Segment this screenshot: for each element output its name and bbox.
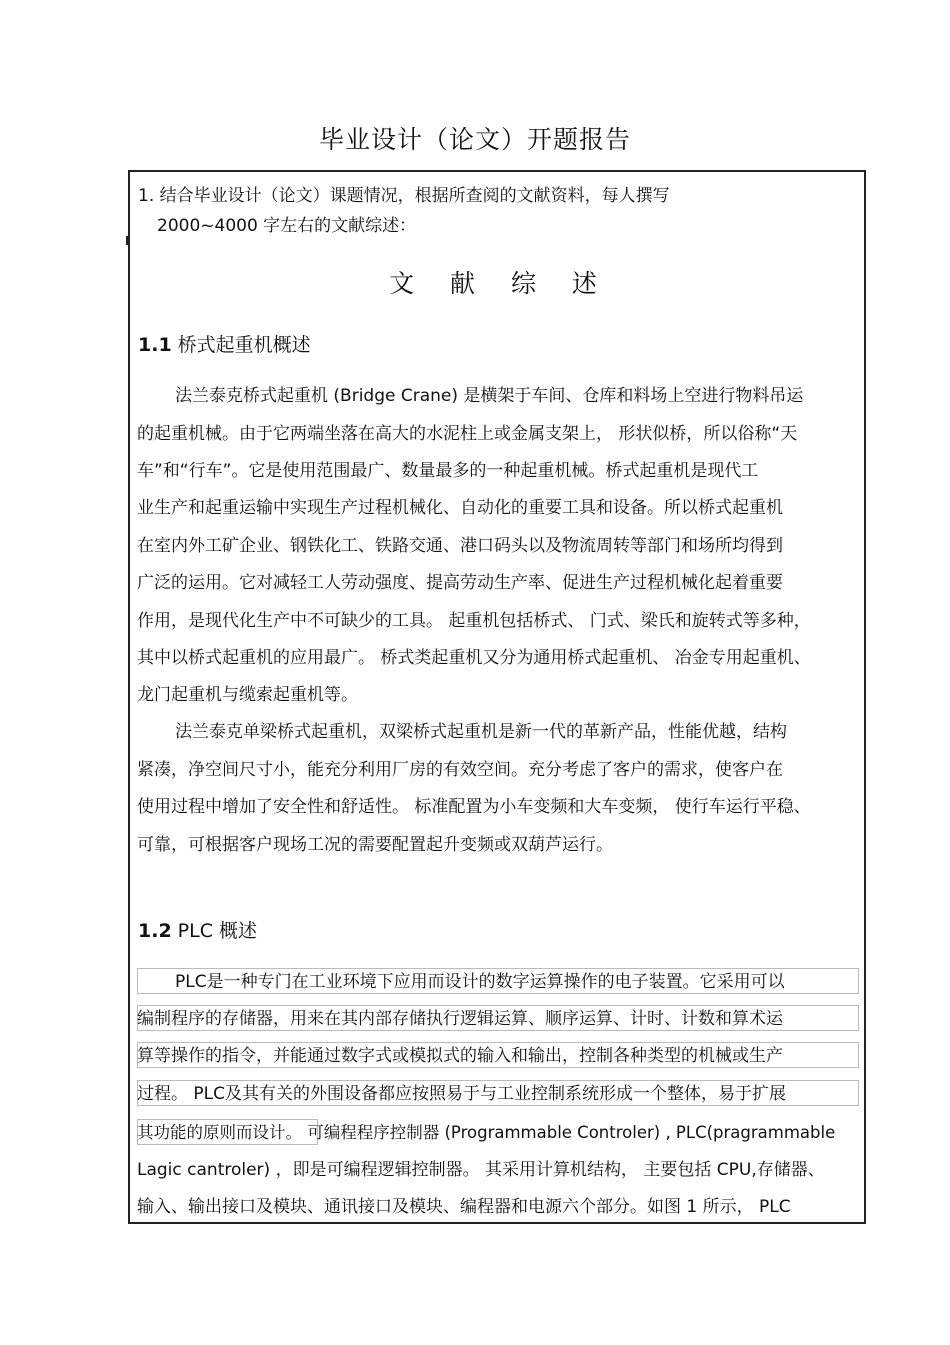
section-1-number: 1.1 — [138, 334, 172, 356]
s1-line: 广泛的运用。它对减轻工人劳动强度、提高劳动生产率、促进生产过程机械化起着重要 — [137, 573, 783, 593]
question-line-2: 2000~4000 字左右的文献综述： — [157, 216, 417, 236]
review-heading: 文 献 综 述 — [389, 269, 611, 298]
s2-line: 编制程序的存储器，用来在其内部存储执行逻辑运算、顺序运算、计时、计数和算术运 — [137, 1009, 783, 1029]
s2-line: PLC是一种专门在工业环境下应用而设计的数字运算操作的电子装置。它采用可以 — [175, 972, 785, 992]
s1-line: 业生产和起重运输中实现生产过程机械化、自动化的重要工具和设备。所以桥式起重机 — [137, 498, 783, 518]
section-2-heading — [138, 916, 257, 943]
section-2-number: 1.2 — [138, 920, 172, 942]
s2-line: 算等操作的指令，并能通过数字式或模拟式的输入和输出，控制各种类型的机械或生产 — [137, 1046, 783, 1066]
s1-line: 的起重机械。由于它两端坐落在高大的水泥柱上或金属支架上， 形状似桥，所以俗称“天 — [137, 424, 798, 444]
report-frame-bottom — [128, 1222, 866, 1224]
section-1-heading — [138, 330, 311, 357]
s1-line: 使用过程中增加了安全性和舒适性。 标准配置为小车变频和大车变频， 使行车运行平稳、 — [137, 797, 811, 817]
section-1-title: 桥式起重机概述 — [177, 334, 311, 356]
section-2-title: PLC 概述 — [177, 920, 258, 942]
s1-line: 可靠，可根据客户现场工况的需要配置起升变频或双葫芦运行。 — [137, 835, 613, 855]
s1-line: 作用，是现代化生产中不可缺少的工具。 起重机包括桥式、 门式、梁氏和旋转式等多种， — [137, 611, 811, 631]
s1-line: 法兰泰克桥式起重机 (Bridge Crane) 是横架于车间、仓库和料场上空进行物料吊运 — [175, 386, 804, 406]
margin-mark — [126, 236, 129, 245]
question-line-1: 1. 结合毕业设计（论文）课题情况，根据所查阅的文献资料，每人撰写 — [138, 186, 670, 206]
s1-line: 龙门起重机与缆索起重机等。 — [137, 685, 358, 705]
s2-line: 过程。 PLC及其有关的外围设备都应按照易于与工业控制系统形成一个整体，易于扩展 — [137, 1084, 786, 1104]
s1-line: 在室内外工矿企业、钢铁化工、铁路交通、港口码头以及物流周转等部门和场所均得到 — [137, 536, 783, 556]
s2-line: 其功能的原则而设计。 可编程程序控制器 (Programmable Controler) , PLC(pragrammable — [137, 1123, 836, 1142]
s1-line: 法兰泰克单梁桥式起重机，双梁桥式起重机是新一代的革新产品，性能优越，结构 — [175, 722, 787, 742]
s2-line: 输入、输出接口及模块、通讯接口及模块、编程器和电源六个部分。如图 1 所示， PLC — [137, 1197, 791, 1217]
s1-line: 车”和“行车”。它是使用范围最广、数量最多的一种起重机械。桥式起重机是现代工 — [137, 461, 759, 481]
document-title: 毕业设计（论文）开题报告 — [318, 125, 631, 154]
s1-line: 紧凑，净空间尺寸小，能充分利用厂房的有效空间。充分考虑了客户的需求，使客户在 — [137, 760, 783, 780]
s2-line: Lagic cantroler) ，即是可编程逻辑控制器。 其采用计算机结构， 主要包括 CPU,存储器、 — [137, 1160, 825, 1180]
s1-line: 其中以桥式起重机的应用最广。 桥式类起重机又分为通用桥式起重机、 冶金专用起重机、 — [137, 648, 811, 668]
